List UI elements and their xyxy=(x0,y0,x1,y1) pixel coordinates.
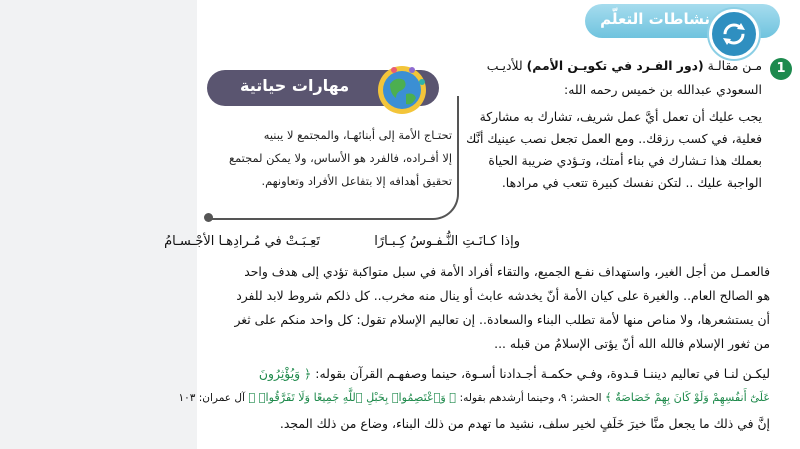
quran-verse: عَلَىٰٓ أَنفُسِهِمْ وَلَوْ كَانَ بِهِمْ خَصَاصَةٌ ﴾ xyxy=(605,391,770,404)
skills-line: تحتـاج الأمة إلى أبنائهـا، والمجتمع لا يبنيه xyxy=(263,128,452,142)
paragraph2-line: هو الصالح العام.. والغيرة على كيان الأمة أنّ يخدشه عابث أو ينال منه مخرب.. كل ذلكم شروط لابد للفرد xyxy=(236,288,770,303)
paragraph2-line: من ثغور الإسلام فالله الله أنّ يؤتى الإسلامُ من قبله ... xyxy=(494,336,770,351)
skills-line: تحقيق أهدافه إلا بتفاعل الأفراد وتعاونهم. xyxy=(261,174,452,188)
paragraph1-line: بعملك هذا تـشارك في بناء أمتك، وتـؤدي ضريبة الحياة xyxy=(488,153,762,168)
paragraph1-line: يجب عليك أن تعمل أيَّ عمل شريف، تشارك به مشاركة xyxy=(479,109,762,124)
intro-for-author: للأديـب xyxy=(486,58,523,73)
skills-line: إلا أفـراده، فالفرد هو الأساس، ولا يمكن لمجتمع xyxy=(229,151,452,165)
activity-number-badge: 1 xyxy=(770,58,792,80)
poem-second-half: تَعِـبَـتْ في مُـرادِهـا الأجْـسـامُ xyxy=(164,234,320,249)
left-margin xyxy=(0,0,197,449)
quran-verse: ﴿ وَيُؤْثِرُونَ xyxy=(258,366,312,381)
intro-from-article: مـن مقالـة xyxy=(707,58,762,73)
skills-box-dot xyxy=(204,213,213,222)
paragraph2-line: أن يستشعرها، ولا مناص منها لأمة تطلب البناء والسعادة.. إن تعاليم الإسلام تقول: كل واحد منكم على ثغر xyxy=(234,312,770,327)
paragraph3-line-3: إنَّ في ذلك ما يجعل منَّا خيرَ خَلَفٍ لخير سلف، نشيد ما تهدم من ذلك البناء، وضاع من ذلك المجد. xyxy=(279,416,770,431)
learning-activities-header xyxy=(585,4,780,38)
refresh-icon xyxy=(709,9,759,59)
paragraph3-text: ليكـن لنـا في تعاليم ديننـا قـدوة، وفـي حكمـة أجـدادنا أسـوة، حينما وصفهـم القرآن بقوله: xyxy=(315,366,770,381)
paragraph3-line-1 xyxy=(259,364,770,384)
verse-reference: آل عمران: ١٠٣ xyxy=(178,392,245,404)
poem-first-half: وإذا كـانَـتِ النُّـفـوسُ كِـبـارًا xyxy=(374,234,520,249)
paragraph2-line: فالعمـل من أجل الغير، واستهداف نفـع الجميع، والتقاء أفراد الأمة في سبل متواكبة تؤدي إلى هدف واحد xyxy=(244,264,770,279)
paragraph1-line: فعلية، في كسب رزقك.. ومع العمل تجعل نصب عينيك أنَّك xyxy=(466,131,762,146)
paragraph1-line: الواجبة عليك .. لتكن نفسك كبيرة تتعب في مرادها. xyxy=(501,175,762,190)
intro-line-2: السعودي عبدالله بن خميس رحمه الله: xyxy=(564,82,762,97)
intro-article-title: (دور الفـرد في تكويـن الأمم) xyxy=(526,58,704,73)
header-title: نشاطات التعلّم xyxy=(600,10,710,28)
verse-reference: الحشر: ٩، وحينما أرشدهم بقوله: xyxy=(459,392,602,404)
globe-icon xyxy=(376,64,428,116)
intro-line-1 xyxy=(487,56,762,76)
life-skills-title: مهارات حياتية xyxy=(240,76,350,95)
paragraph3-line-2 xyxy=(179,388,771,408)
quran-verse: ﴿ وَٱعْتَصِمُوا۟ بِحَبْلِ ٱللَّهِ جَمِيعًا وَلَا تَفَرَّقُوا۟ ﴾ xyxy=(248,391,457,404)
